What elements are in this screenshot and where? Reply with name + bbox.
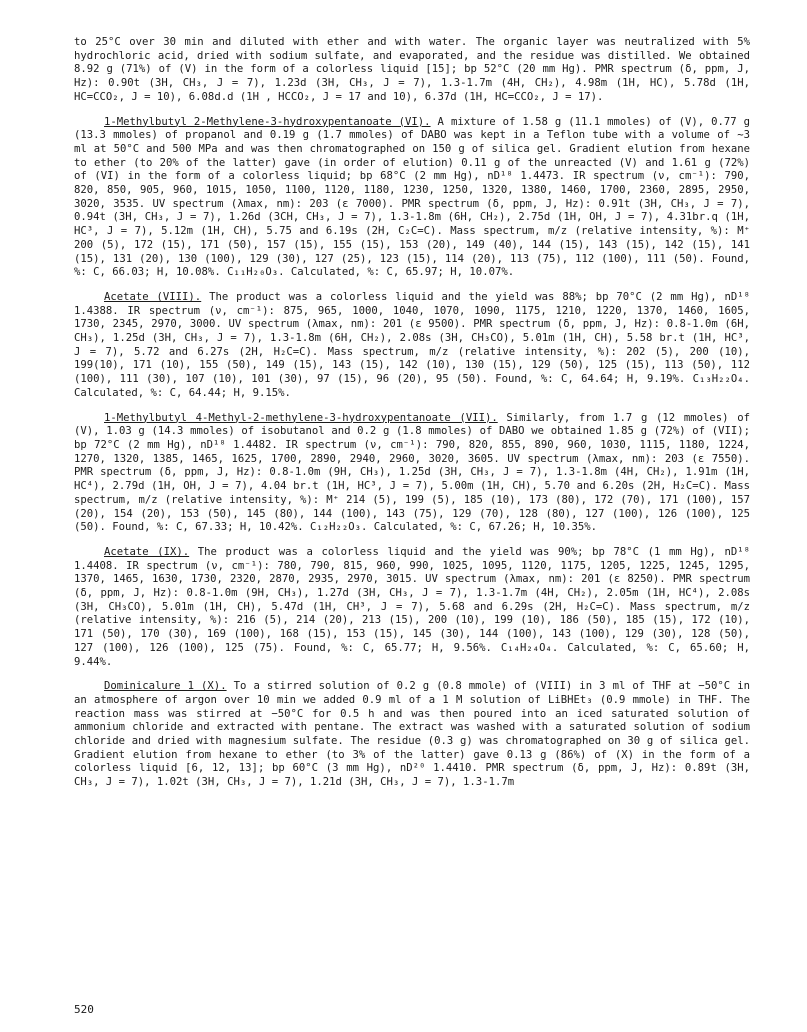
- page-number: 520: [74, 1003, 94, 1016]
- paragraph-compound-vii: [74, 412, 750, 535]
- paragraph-text: to 25°C over 30 min and diluted with ether and with water. The organic layer was neutralized with 5% hydrochloric acid, dried with sodium sulfate, and evaporated, and the residue was distilled. We obtained 8.92 g (71%) of (V) in the form of a colorless liquid [15]; bp 52°C (20 mm Hg). PMR spectrum (δ, ppm, J, Hz): 0.90t (3H, CH₃, J = 7), 1.23d (3H, CH₃, J = 7), 1.3-1.7m (4H, CH₂), 4.98m (1H, HC), 5.78d (1H, HC=CCO₂, J = 10), 6.08d.d (1H , HCCO₂, J = 17 and 10), 6.37d (1H, HC=CCO₂, J = 17).: [74, 36, 750, 103]
- paragraph-acetate-ix: [74, 546, 750, 669]
- paragraph-text: Similarly, from 1.7 g (12 mmoles) of (V), 1.03 g (14.3 mmoles) of isobutanol and 0.2 g (1.8 mmoles) of DABO we obtained 1.85 g (72%) of (VII); bp 72°C (2 mm Hg), nD¹⁸ 1.4482. IR spectrum (ν, cm⁻¹): 790, 820, 855, 890, 960, 1030, 1115, 1180, 1224, 1270, 1320, 1385, 1465, 1625, 1700, 2890, 2940, 2960, 3020, 3605. UV spectrum (λmax, nm): 203 (ε 7550). PMR spectrum (δ, ppm, J, Hz): 0.8-1.0m (9H, CH₃), 1.25d (3H, CH₃, J = 7), 1.3-1.8m (4H, CH₂), 1.91m (1H, HC⁴), 2.79d (1H, OH, J = 7), 4.04 br.t (1H, HC³, J = 7), 5.00m (1H, CH), 5.70 and 6.20s (2H, H₂C=C). Mass spectrum, m/z (relative intensity, %): M⁺ 214 (5), 199 (5), 185 (10), 173 (80), 172 (70), 171 (100), 157 (20), 154 (20), 153 (50), 145 (80), 144 (100), 143 (75), 129 (70), 128 (80), 127 (100), 126 (100), 125 (50). Found, %: C, 67.33; H, 10.42%. C₁₂H₂₂O₃. Calculated, %: C, 67.26; H, 10.35%.: [74, 411, 750, 534]
- page-body: [74, 36, 750, 801]
- paragraph-text: To a stirred solution of 0.2 g (0.8 mmole) of (VIII) in 3 ml of THF at −50°C in an atmosphere of argon over 10 min we added 0.9 ml of a 1 M solution of LiBHEt₃ (0.9 mmole) in THF. The reaction mass was stirred at −50°C for 0.5 h and was then poured into an iced saturated solution of ammonium chloride and extracted with pentane. The extract was washed with a saturated solution of sodium chloride and dried with magnesium sulfate. The residue (0.3 g) was chromatographed on 30 g of silica gel. Gradient elution from hexane to ether (to 3% of the latter) gave 0.13 g (86%) of (X) in the form of a colorless liquid [6, 12, 13]; bp 60°C (3 mm Hg), nD²⁰ 1.4410. PMR spectrum (δ, ppm, J, Hz): 0.89t (3H, CH₃, J = 7), 1.02t (3H, CH₃, J = 7), 1.21d (3H, CH₃, J = 7), 1.3-1.7m: [74, 680, 750, 789]
- paragraph-text: The product was a colorless liquid and the yield was 90%; bp 78°C (1 mm Hg), nD¹⁸ 1.4408. IR spectrum (ν, cm⁻¹): 780, 790, 815, 960, 990, 1025, 1095, 1120, 1175, 1205, 1225, 1245, 1295, 1370, 1465, 1630, 1730, 2320, 2870, 2935, 2970, 3015. UV spectrum (λmax, nm): 201 (ε 8250). PMR spectrum (δ, ppm, J, Hz): 0.8-1.0m (9H, CH₃), 1.27d (3H, CH₃, J = 7), 1.3-1.7m (4H, CH₂), 2.05m (1H, HC⁴), 2.08s (3H, CH₃CO), 5.01m (1H, CH), 5.47d (1H, CH³, J = 7), 5.68 and 6.29s (2H, H₂C=C). Mass spectrum, m/z (relative intensity, %): 216 (5), 214 (20), 213 (15), 200 (10), 199 (10), 186 (50), 185 (15), 172 (10), 171 (50), 170 (30), 169 (100), 168 (15), 153 (15), 145 (30), 144 (100), 143 (100), 129 (30), 128 (50), 127 (100), 126 (100), 125 (75). Found, %: C, 65.77; H, 9.56%. C₁₄H₂₄O₄. Calculated, %: C, 65.60; H, 9.44%.: [74, 545, 750, 668]
- paragraph-title: Acetate (VIII).: [104, 290, 202, 303]
- paragraph-title: Dominicalure 1 (X).: [104, 680, 227, 693]
- paragraph-title: 1-Methylbutyl 2-Methylene-3-hydroxypentanoate (VI).: [104, 115, 431, 128]
- paragraph-text: The product was a colorless liquid and the yield was 88%; bp 70°C (2 mm Hg), nD¹⁸ 1.4388. IR spectrum (ν, cm⁻¹): 875, 965, 1000, 1040, 1070, 1090, 1175, 1210, 1220, 1370, 1460, 1605, 1730, 2345, 2970, 3000. UV spectrum (λmax, nm): 201 (ε 9500). PMR spectrum (δ, ppm, J, Hz): 0.8-1.0m (6H, CH₃), 1.25d (3H, CH₃, J = 7), 1.3-1.8m (6H, CH₂), 2.08s (3H, CH₃CO), 5.01m (1H, CH), 5.58 br.t (1H, HC³, J = 7), 5.72 and 6.27s (2H, H₂C=C). Mass spectrum, m/z (relative intensity, %): 202 (5), 200 (10), 199(10), 171 (10), 155 (50), 149 (15), 143 (15), 142 (10), 130 (15), 129 (50), 125 (15), 113 (50), 112 (100), 111 (30), 107 (10), 101 (30), 97 (15), 96 (20), 95 (50). Found, %: C, 64.64; H, 9.19%. C₁₃H₂₂O₄. Calculated, %: C, 64.44; H, 9.15%.: [74, 290, 751, 399]
- paragraph-title: 1-Methylbutyl 4-Methyl-2-methylene-3-hydroxypentanoate (VII).: [104, 411, 498, 424]
- paragraph-acetate-viii: [74, 291, 750, 401]
- paragraph-continuation: [74, 36, 750, 105]
- paragraph-text: A mixture of 1.58 g (11.1 mmoles) of (V), 0.77 g (13.3 mmoles) of propanol and 0.19 g (1.7 mmoles) of DABO was kept in a Teflon tube with a volume of ~3 ml at 50°C and 500 MPa and was then chromatographed on 150 g of silica gel. Gradient elution from hexane to ether (to 20% of the latter) gave (in order of elution) 0.11 g of the unreacted (V) and 1.61 g (72%) of (VI) in the form of a colorless liquid; bp 68°C (2 mm Hg), nD¹⁸ 1.4473. IR spectrum (ν, cm⁻¹): 790, 820, 850, 905, 960, 1015, 1050, 1100, 1120, 1180, 1230, 1250, 1320, 1380, 1460, 1700, 2360, 2895, 2950, 3020, 3535. UV spectrum (λmax, nm): 203 (ε 7000). PMR spectrum (δ, ppm, J, Hz): 0.91t (3H, CH₃, J = 7), 0.94t (3H, CH₃, J = 7), 1.26d (3CH, CH₃, J = 7), 1.3-1.8m (6H, CH₂), 2.75d (1H, OH, J = 7), 4.31br.q (1H, HC³, J = 7), 5.12m (1H, CH), 5.75 and 6.19s (2H, C₂C=C). Mass spectrum, m/z (relative intensity, %): M⁺ 200 (5), 172 (15), 171 (50), 157 (15), 155 (15), 153 (20), 149 (40), 144 (15), 143 (15), 142 (15), 141 (15), 131 (20), 130 (100), 129 (30), 127 (25), 123 (15), 114 (20), 113 (75), 112 (100), 111 (50). Found, %: C, 66.03; H, 10.08%. C₁₁H₂₀O₃. Calculated, %: C, 65.97; H, 10.07%.: [74, 115, 750, 279]
- paragraph-compound-vi: [74, 116, 750, 280]
- paragraph-dominicalure-x: [74, 680, 750, 790]
- paragraph-title: Acetate (IX).: [104, 545, 190, 558]
